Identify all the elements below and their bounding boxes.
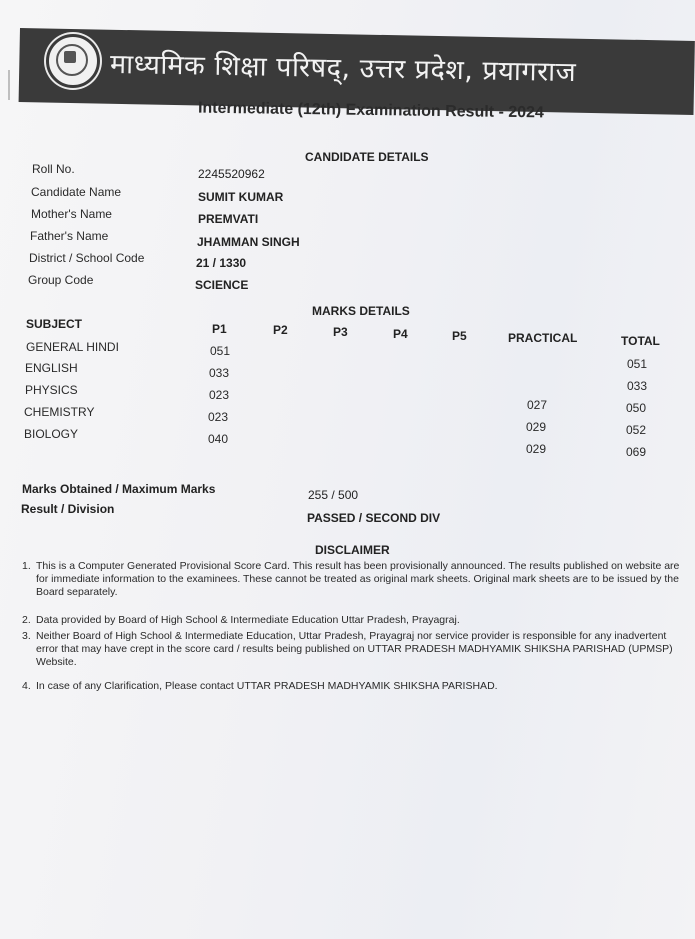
margin-mark (8, 70, 10, 100)
practical-mark: 027 (527, 398, 548, 412)
header-p4: P4 (393, 327, 408, 341)
marks-obtained-value: 255 / 500 (308, 488, 359, 502)
header-p2: P2 (273, 323, 288, 337)
disclaimer-number: 1. (22, 560, 31, 572)
header-p1: P1 (212, 322, 227, 336)
result-division-label: Result / Division (21, 502, 115, 516)
exam-title: Intermediate (12th) Examination Result - 2024 (197, 99, 544, 122)
subject-name: CHEMISTRY (24, 405, 95, 419)
practical-mark: 029 (526, 442, 547, 456)
header-subject: SUBJECT (26, 317, 83, 331)
group-code-label: Group Code (28, 273, 94, 287)
p1-mark: 023 (208, 410, 229, 424)
disclaimer-text: Data provided by Board of High School & Intermediate Education Uttar Pradesh, Prayagraj. (36, 614, 460, 626)
practical-mark: 029 (526, 420, 547, 434)
total-mark: 051 (627, 357, 648, 371)
p1-mark: 040 (208, 432, 229, 446)
district-school-label: District / School Code (29, 251, 145, 265)
marks-details-title: MARKS DETAILS (312, 304, 410, 318)
disclaimer-text: Neither Board of High School & Intermediate Education, Uttar Pradesh, Prayagraj nor service provider is responsible for any inadvertent error that may have crept in the score card / results being published on UTTAR PRADESH MADHYAMIK SHIKSHA PARISHAD (UPMSP) Website. (36, 630, 673, 668)
candidate-name-label: Candidate Name (31, 185, 122, 199)
district-school-value: 21 / 1330 (196, 256, 247, 270)
p1-mark: 051 (210, 344, 231, 358)
disclaimer-text: In case of any Clarification, Please contact UTTAR PRADESH MADHYAMIK SHIKSHA PARISHAD. (36, 680, 498, 692)
total-mark: 069 (626, 445, 647, 459)
subject-name: GENERAL HINDI (26, 340, 119, 354)
disclaimer-number: 4. (22, 680, 31, 692)
mother-name-value: PREMVATI (198, 212, 259, 226)
subject-name: BIOLOGY (24, 427, 79, 441)
group-code-value: SCIENCE (195, 278, 249, 292)
total-mark: 033 (627, 379, 648, 393)
disclaimer-title: DISCLAIMER (315, 543, 390, 557)
disclaimer-number: 2. (22, 614, 31, 626)
father-name-label: Father's Name (30, 229, 109, 243)
header-p5: P5 (452, 329, 467, 343)
candidate-name-value: SUMIT KUMAR (198, 190, 284, 204)
disclaimer-number: 3. (22, 630, 31, 642)
p1-mark: 033 (209, 366, 230, 380)
subject-name: ENGLISH (25, 361, 78, 375)
candidate-details-title: CANDIDATE DETAILS (305, 150, 429, 164)
board-emblem-icon (46, 34, 100, 88)
header-p3: P3 (333, 325, 348, 339)
total-mark: 052 (626, 423, 647, 437)
disclaimer-text: This is a Computer Generated Provisional Score Card. This result has been provisionally announced. The results published on website are for immediate information to the examinees. These cannot be treated as original mark sheets. Original mark sheets are to be issued by the Board separately. (36, 560, 680, 598)
marks-obtained-label: Marks Obtained / Maximum Marks (22, 482, 216, 496)
roll-no-label: Roll No. (32, 162, 75, 176)
board-name: माध्यमिक शिक्षा परिषद्, उत्तर प्रदेश, प्रयागराज (109, 48, 577, 89)
mother-name-label: Mother's Name (31, 207, 112, 221)
total-mark: 050 (626, 401, 647, 415)
roll-no-value: 2245520962 (198, 167, 265, 181)
father-name-value: JHAMMAN SINGH (197, 235, 300, 249)
p1-mark: 023 (209, 388, 230, 402)
header-total: TOTAL (621, 334, 660, 348)
subject-name: PHYSICS (25, 383, 78, 397)
result-division-value: PASSED / SECOND DIV (307, 511, 441, 525)
header-practical: PRACTICAL (508, 331, 578, 345)
